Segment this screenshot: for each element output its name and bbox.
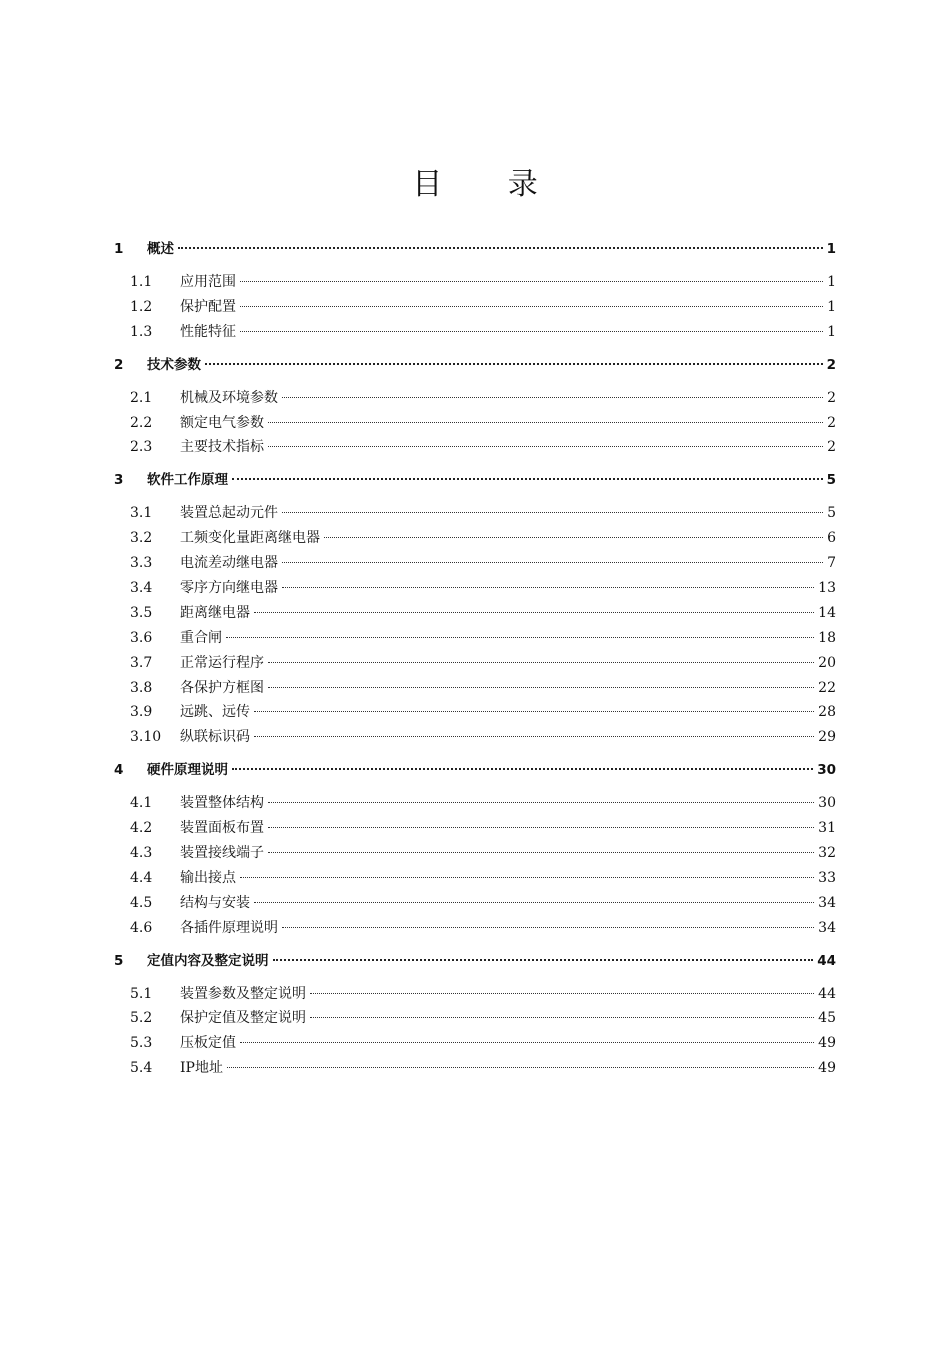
item-number: 3.9 xyxy=(130,704,153,721)
toc-item-5-1[interactable] xyxy=(114,983,836,1008)
dot-leader xyxy=(254,902,814,903)
section-title: 技术参数 xyxy=(147,356,201,373)
dot-leader xyxy=(232,478,823,480)
item-page-number: 30 xyxy=(818,795,836,812)
item-page-number: 34 xyxy=(818,894,836,911)
item-number: 3.6 xyxy=(130,629,153,646)
item-number: 4.6 xyxy=(130,919,153,936)
item-page-number: 2 xyxy=(827,414,836,431)
dot-leader xyxy=(254,612,814,613)
page-title: 目 录 xyxy=(412,167,566,202)
item-title: 输出接点 xyxy=(180,869,236,886)
toc-item-5-3[interactable] xyxy=(114,1032,836,1057)
dot-leader xyxy=(226,637,814,638)
item-page-number: 44 xyxy=(818,985,836,1002)
item-title: 机械及环境参数 xyxy=(180,389,278,406)
item-number: 1.3 xyxy=(130,323,153,340)
toc-section-2[interactable] xyxy=(114,353,836,379)
toc-item-2-2[interactable] xyxy=(114,412,836,437)
item-page-number: 6 xyxy=(827,530,836,547)
item-page-number: 45 xyxy=(818,1010,836,1027)
item-title: 主要技术指标 xyxy=(180,439,264,456)
dot-leader xyxy=(282,397,823,398)
section-title: 硬件原理说明 xyxy=(147,762,228,779)
item-page-number: 13 xyxy=(818,580,836,597)
item-number: 3.1 xyxy=(130,505,153,522)
dot-leader xyxy=(282,587,814,588)
dot-leader xyxy=(205,363,823,365)
item-page-number: 22 xyxy=(818,679,836,696)
item-number: 4.5 xyxy=(130,894,153,911)
toc-item-3-6[interactable] xyxy=(114,627,836,652)
item-title: 各保护方框图 xyxy=(180,679,264,696)
item-page-number: 18 xyxy=(818,629,836,646)
item-title: 零序方向继电器 xyxy=(180,580,278,597)
toc-item-3-10[interactable] xyxy=(114,726,836,751)
toc-item-4-4[interactable] xyxy=(114,867,836,892)
toc-item-5-2[interactable] xyxy=(114,1007,836,1032)
item-page-number: 28 xyxy=(818,704,836,721)
item-title: 工频变化量距离继电器 xyxy=(180,530,320,547)
dot-leader xyxy=(240,306,823,307)
dot-leader xyxy=(282,512,823,513)
dot-leader xyxy=(254,711,814,712)
item-number: 4.4 xyxy=(130,869,153,886)
toc-item-4-1[interactable] xyxy=(114,792,836,817)
item-title: 压板定值 xyxy=(180,1035,236,1052)
item-number: 3.2 xyxy=(130,530,153,547)
item-page-number: 34 xyxy=(818,919,836,936)
toc-item-4-2[interactable] xyxy=(114,817,836,842)
item-number: 1.2 xyxy=(130,298,153,315)
item-page-number: 2 xyxy=(827,389,836,406)
item-title: 各插件原理说明 xyxy=(180,919,278,936)
section-number: 2 xyxy=(114,356,124,373)
dot-leader xyxy=(227,1067,814,1068)
toc-item-1-2[interactable] xyxy=(114,296,836,321)
dot-leader xyxy=(268,687,814,688)
dot-leader xyxy=(254,736,814,737)
toc-item-3-2[interactable] xyxy=(114,527,836,552)
item-title: 电流差动继电器 xyxy=(180,555,278,572)
toc-item-3-9[interactable] xyxy=(114,701,836,726)
toc-item-5-4[interactable] xyxy=(114,1057,836,1082)
item-number: 3.10 xyxy=(130,729,162,746)
item-title: 装置面板布置 xyxy=(180,820,264,837)
item-title: 装置整体结构 xyxy=(180,795,264,812)
toc-item-1-1[interactable] xyxy=(114,271,836,296)
toc-item-4-5[interactable] xyxy=(114,892,836,917)
section-page-number: 5 xyxy=(826,472,836,489)
item-title: 额定电气参数 xyxy=(180,414,264,431)
item-number: 2.3 xyxy=(130,439,153,456)
toc-item-3-8[interactable] xyxy=(114,677,836,702)
dot-leader xyxy=(240,877,814,878)
item-page-number: 31 xyxy=(818,820,836,837)
section-number: 1 xyxy=(114,241,124,257)
dot-leader xyxy=(324,537,823,538)
item-title: 重合闸 xyxy=(180,629,222,646)
dot-leader xyxy=(268,422,823,423)
item-page-number: 32 xyxy=(818,845,836,862)
item-number: 5.4 xyxy=(130,1060,153,1077)
item-page-number: 49 xyxy=(818,1060,836,1077)
dot-leader xyxy=(268,662,814,663)
dot-leader xyxy=(282,927,814,928)
item-number: 5.3 xyxy=(130,1035,153,1052)
section-title: 概述 xyxy=(147,241,174,257)
toc-item-3-4[interactable] xyxy=(114,577,836,602)
section-page-number: 44 xyxy=(817,952,836,969)
dot-leader xyxy=(268,446,823,447)
section-number: 5 xyxy=(114,952,124,969)
section-page-number: 2 xyxy=(826,356,836,373)
toc-section-5[interactable] xyxy=(114,949,836,975)
item-number: 3.3 xyxy=(130,555,153,572)
toc-item-2-3[interactable] xyxy=(114,436,836,461)
item-number: 1.1 xyxy=(130,274,153,290)
item-number: 2.1 xyxy=(130,389,153,406)
dot-leader xyxy=(310,993,814,994)
item-number: 2.2 xyxy=(130,414,153,431)
dot-leader xyxy=(282,562,823,563)
item-title: 结构与安装 xyxy=(180,894,250,911)
item-page-number: 1 xyxy=(827,323,836,340)
toc-item-3-3[interactable] xyxy=(114,552,836,577)
item-title: 远跳、远传 xyxy=(180,704,250,721)
toc-item-3-1[interactable] xyxy=(114,502,836,527)
item-title: 装置参数及整定说明 xyxy=(180,985,306,1002)
toc-item-4-3[interactable] xyxy=(114,842,836,867)
item-page-number: 49 xyxy=(818,1035,836,1052)
item-number: 4.3 xyxy=(130,845,153,862)
item-number: 3.5 xyxy=(130,604,153,621)
item-title: IP地址 xyxy=(180,1060,223,1077)
dot-leader xyxy=(240,1042,814,1043)
item-title: 应用范围 xyxy=(180,274,236,290)
item-number: 3.7 xyxy=(130,654,153,671)
dot-leader xyxy=(240,331,823,332)
item-page-number: 7 xyxy=(827,555,836,572)
section-title: 定值内容及整定说明 xyxy=(147,952,269,969)
section-page-number: 1 xyxy=(826,241,836,257)
table-of-contents xyxy=(114,237,836,1082)
toc-item-3-5[interactable] xyxy=(114,602,836,627)
item-number: 5.1 xyxy=(130,985,153,1002)
item-title: 保护配置 xyxy=(180,298,236,315)
dot-leader xyxy=(273,959,814,961)
item-page-number: 29 xyxy=(818,729,836,746)
item-title: 纵联标识码 xyxy=(180,729,250,746)
toc-section-1[interactable] xyxy=(114,237,836,263)
item-number: 3.4 xyxy=(130,580,153,597)
dot-leader xyxy=(240,281,823,282)
item-page-number: 14 xyxy=(818,604,836,621)
item-title: 装置接线端子 xyxy=(180,845,264,862)
item-page-number: 1 xyxy=(827,274,836,290)
item-number: 5.2 xyxy=(130,1010,153,1027)
item-page-number: 5 xyxy=(827,505,836,522)
toc-item-3-7[interactable] xyxy=(114,652,836,677)
dot-leader xyxy=(268,852,814,853)
item-page-number: 33 xyxy=(818,869,836,886)
item-title: 正常运行程序 xyxy=(180,654,264,671)
item-title: 性能特征 xyxy=(180,323,236,340)
toc-item-1-3[interactable] xyxy=(114,321,836,346)
item-page-number: 1 xyxy=(827,298,836,315)
section-number: 4 xyxy=(114,762,124,779)
toc-section-3[interactable] xyxy=(114,468,836,494)
item-number: 4.2 xyxy=(130,820,153,837)
toc-item-4-6[interactable] xyxy=(114,917,836,942)
item-title: 装置总起动元件 xyxy=(180,505,278,522)
item-title: 距离继电器 xyxy=(180,604,250,621)
toc-section-4[interactable] xyxy=(114,758,836,784)
dot-leader xyxy=(268,827,814,828)
dot-leader xyxy=(178,247,823,249)
item-number: 4.1 xyxy=(130,795,153,812)
section-title: 软件工作原理 xyxy=(147,472,228,489)
item-number: 3.8 xyxy=(130,679,153,696)
section-number: 3 xyxy=(114,472,124,489)
item-page-number: 2 xyxy=(827,439,836,456)
item-title: 保护定值及整定说明 xyxy=(180,1010,306,1027)
dot-leader xyxy=(232,768,813,770)
dot-leader xyxy=(310,1017,814,1018)
section-page-number: 30 xyxy=(817,762,836,779)
dot-leader xyxy=(268,802,814,803)
item-page-number: 20 xyxy=(818,654,836,671)
toc-item-2-1[interactable] xyxy=(114,387,836,412)
